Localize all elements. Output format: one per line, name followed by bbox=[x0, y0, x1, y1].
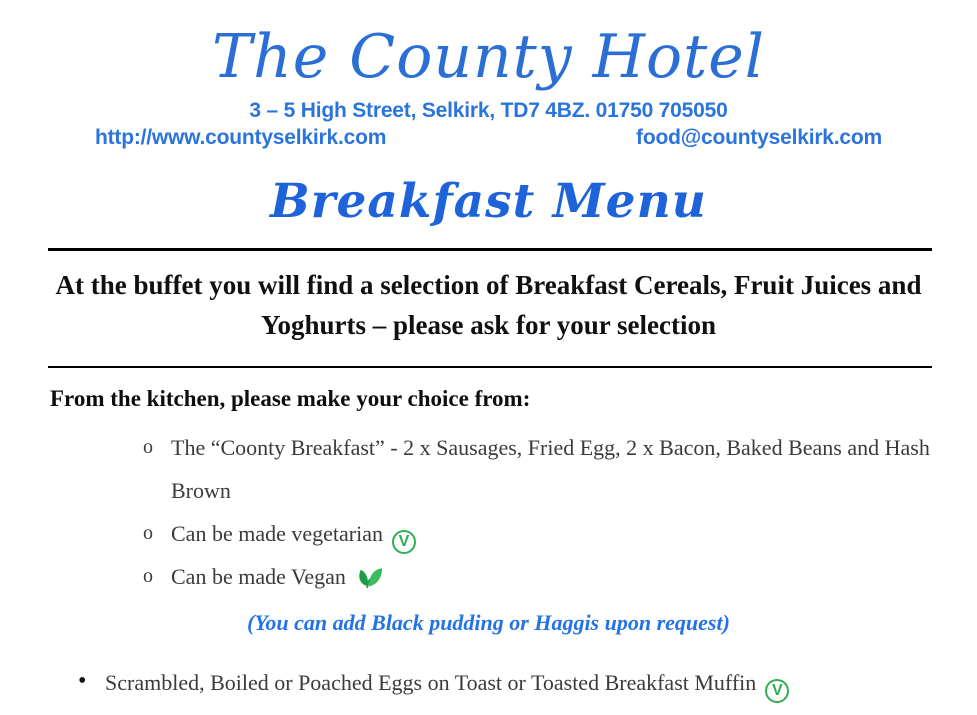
circle-bullet: o bbox=[143, 564, 153, 587]
kitchen-intro: From the kitchen, please make your choice from: bbox=[50, 385, 531, 411]
list-item-text: Scrambled, Boiled or Poached Eggs on Toast or Toasted Breakfast Muffin bbox=[105, 669, 757, 695]
hotel-name-title: The County Hotel bbox=[212, 22, 765, 92]
coonty-breakfast-list bbox=[0, 426, 977, 602]
buffet-notice: At the buffet you will find a selection of Breakfast Cereals, Fruit Juices and Yoghurts – please ask for your selection bbox=[55, 269, 922, 341]
list-item-vegetarian-option bbox=[143, 512, 936, 555]
request-note: (You can add Black pudding or Haggis upon request) bbox=[247, 609, 730, 635]
list-item-text: Can be made vegetarian bbox=[171, 520, 383, 546]
circle-bullet: o bbox=[143, 521, 153, 544]
eggs-list bbox=[0, 666, 977, 703]
list-item-coonty-breakfast bbox=[143, 426, 936, 512]
vegan-leaves-icon bbox=[355, 559, 383, 602]
disc-bullet: • bbox=[78, 667, 87, 694]
website-link[interactable]: http://www.countyselkirk.com bbox=[95, 126, 387, 149]
circle-bullet: o bbox=[143, 435, 153, 458]
email-link[interactable]: food@countyselkirk.com bbox=[636, 126, 882, 149]
divider-top bbox=[48, 248, 932, 251]
list-item-eggs bbox=[78, 666, 955, 703]
divider-bottom bbox=[48, 366, 932, 368]
hotel-address: 3 – 5 High Street, Selkirk, TD7 4BZ. 01750 705050 bbox=[249, 99, 728, 122]
contact-row bbox=[0, 123, 977, 150]
list-item-text: The “Coonty Breakfast” - 2 x Sausages, Fried Egg, 2 x Bacon, Baked Beans and Hash Brown bbox=[171, 434, 930, 503]
menu-title: Breakfast Menu bbox=[270, 174, 707, 229]
list-item-vegan-option bbox=[143, 555, 936, 602]
vegetarian-circled-v-icon: V bbox=[392, 530, 416, 554]
vegetarian-circled-v-icon: V bbox=[765, 679, 789, 703]
list-item-text: Can be made Vegan bbox=[171, 563, 346, 589]
